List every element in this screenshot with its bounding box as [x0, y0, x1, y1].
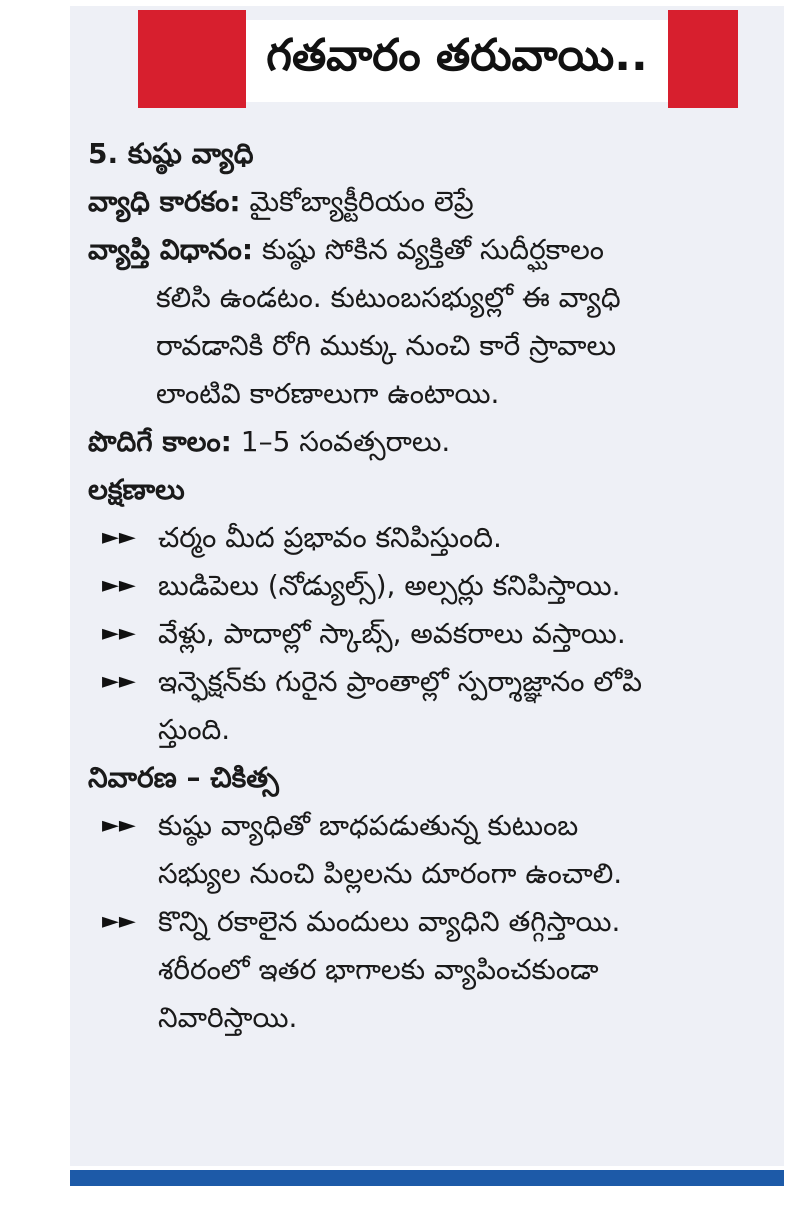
- symptoms-heading: లక్షణాలు: [88, 473, 185, 506]
- page-title: గతవారం తరువాయి..: [266, 30, 648, 81]
- list-item: [88, 802, 768, 898]
- spread-line: కుష్ఠు సోకిన వ్యక్తితో సుదీర్ఘకాలం: [261, 233, 604, 266]
- list-item-text: కుష్ఠు వ్యాధితో బాధపడుతున్న కుటుంబ: [158, 809, 579, 842]
- list-item: [88, 658, 768, 754]
- bottom-blue-bar: [70, 1170, 784, 1186]
- header-red-block-left: [138, 10, 246, 108]
- double-chevron-right-icon: ►►: [102, 573, 136, 598]
- spread-line: రావడానికి రోగి ముక్కు నుంచి కారే స్రావాలు: [156, 329, 617, 362]
- list-item-text: ఇన్ఫెక్షన్‌కు గురైన ప్రాంతాల్లో స్పర్శాజ్ఞానం లోపి: [158, 665, 643, 698]
- double-chevron-right-icon: ►►: [102, 813, 136, 838]
- list-item: [88, 514, 768, 562]
- double-chevron-right-icon: ►►: [102, 669, 136, 694]
- list-item-text: చర్మం మీద ప్రభావం కనిపిస్తుంది.: [158, 521, 502, 554]
- list-item-text: బుడిపెలు (నోడ్యుల్స్), అల్సర్లు కనిపిస్తాయి.: [158, 569, 621, 602]
- list-item: [88, 610, 768, 658]
- header-title-box: [246, 20, 668, 102]
- list-item-text: వేళ్లు, పాదాల్లో స్కాబ్స్, అవకరాలు వస్తాయి.: [158, 617, 626, 650]
- spread-line: కలిసి ఉండటం. కుటుంబసభ్యుల్లో ఈ వ్యాధి: [156, 281, 621, 314]
- list-item-text: కొన్ని రకాలైన మందులు వ్యాధిని తగ్గిస్తాయి.: [158, 905, 621, 938]
- double-chevron-right-icon: ►►: [102, 909, 136, 934]
- list-item-text: సభ్యుల నుంచి పిల్లలను దూరంగా ఉంచాలి.: [158, 857, 623, 890]
- header-red-block-right: [668, 10, 738, 108]
- incubation-row: [88, 418, 768, 466]
- double-chevron-right-icon: ►►: [102, 525, 136, 550]
- list-item-text: శరీరంలో ఇతర భాగాలకు వ్యాపించకుండా: [158, 953, 599, 986]
- prevention-heading: నివారణ – చికిత్స: [88, 761, 279, 794]
- disease-heading: 5. కుష్ఠు వ్యాధి: [88, 137, 254, 170]
- article-body: [88, 130, 768, 1042]
- spread-row: [88, 226, 768, 274]
- list-item: [88, 898, 768, 1042]
- double-chevron-right-icon: ►►: [102, 621, 136, 646]
- spread-line: లాంటివి కారణాలుగా ఉంటాయి.: [156, 377, 500, 410]
- list-item-text: నివారిస్తాయి.: [158, 1001, 298, 1034]
- cause-label: వ్యాధి కారకం:: [88, 185, 241, 218]
- cause-value: మైకోబ్యాక్టీరియం లెప్రే: [249, 185, 474, 218]
- cause-row: [88, 178, 768, 226]
- incubation-value: 1–5 సంవత్సరాలు.: [240, 425, 451, 458]
- list-item: [88, 562, 768, 610]
- incubation-label: పొదిగే కాలం:: [88, 425, 232, 458]
- list-item-text: స్తుంది.: [158, 713, 231, 746]
- spread-label: వ్యాప్తి విధానం:: [88, 233, 254, 266]
